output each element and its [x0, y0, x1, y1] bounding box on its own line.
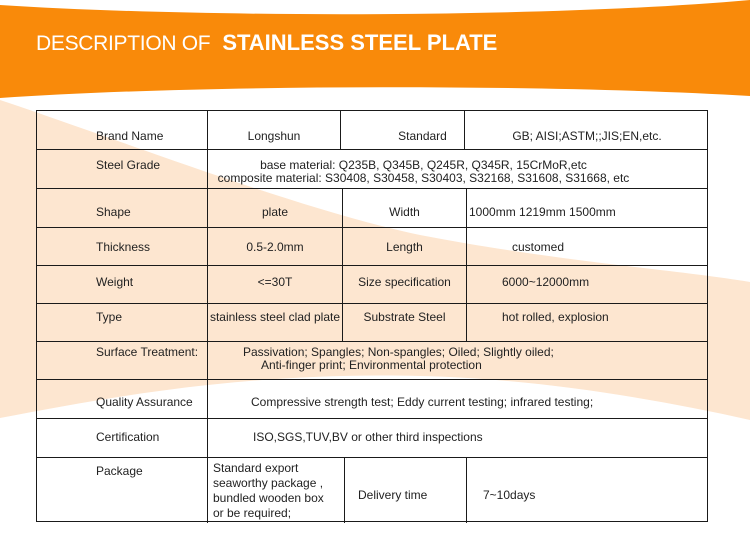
row-label: Thickness [96, 240, 151, 254]
table-row-package [37, 457, 707, 523]
label-cell [37, 342, 207, 379]
title-product: STAINLESS STEEL PLATE [222, 30, 498, 55]
label-cell [37, 419, 207, 457]
row-value: stainless steel clad plate [209, 310, 341, 324]
row-label: Package [96, 464, 143, 478]
package-line: Standard export [213, 461, 299, 475]
row-label: Steel Grade [96, 158, 161, 172]
table-row-weight [37, 265, 707, 303]
value2-cell [464, 111, 709, 149]
row-label: Certification [96, 430, 160, 444]
row-value2: 1000mm 1219mm 1500mm [469, 205, 616, 219]
row-value-line2: composite material: S30408, S30458, S30403, S32168, S31608, S31668, etc [217, 171, 630, 185]
row-label: Weight [96, 275, 134, 289]
spec-table [36, 110, 708, 522]
value-cell [207, 380, 709, 418]
value-cell [207, 266, 342, 303]
title-prefix: DESCRIPTION OF [36, 32, 211, 55]
row-value: ISO,SGS,TUV,BV or other third inspections [253, 430, 483, 444]
page-title [36, 30, 497, 60]
label2-cell [342, 189, 466, 227]
row-label: Type [96, 310, 123, 324]
label2-cell [344, 458, 466, 523]
label-cell [37, 228, 207, 265]
value-cell [207, 419, 709, 457]
table-row-type [37, 303, 707, 341]
row-value2: customed [512, 240, 565, 254]
label2-cell [342, 228, 466, 265]
row-value: <=30T [257, 275, 293, 289]
table-row-certification [37, 418, 707, 457]
value-cell [207, 458, 344, 523]
value2-cell [466, 189, 709, 227]
row-value: Longshun [247, 129, 301, 143]
row-label: Surface Treatment: [96, 345, 199, 359]
row-label2: Delivery time [358, 488, 428, 502]
row-value: plate [261, 205, 289, 219]
table-row-brand-name [37, 111, 707, 149]
row-value: 0.5-2.0mm [246, 240, 304, 254]
row-label2: Substrate Steel [363, 310, 446, 324]
row-value2: GB; AISI;ASTM;;JIS;EN,etc. [512, 129, 662, 143]
table-row-quality-assurance [37, 379, 707, 418]
package-line: bundled wooden box [213, 491, 324, 505]
row-value-line1: Passivation; Spangles; Non-spangles; Oiled; Slightly oiled; [243, 345, 554, 359]
row-label2: Length [386, 240, 423, 254]
value-cell [207, 189, 342, 227]
row-label2: Size specification [358, 275, 451, 289]
value-cell [207, 228, 342, 265]
value-cell [207, 111, 340, 149]
label-cell [37, 380, 207, 418]
table-row-shape [37, 188, 707, 227]
label2-cell [342, 304, 466, 341]
value2-cell [466, 304, 709, 341]
row-label: Quality Assurance [96, 395, 193, 409]
table-row-surface-treatment [37, 341, 707, 379]
package-line: seaworthy package , [213, 476, 324, 490]
row-label: Brand Name [96, 129, 164, 143]
value2-cell [466, 266, 709, 303]
value-cell [207, 342, 709, 379]
table-row-steel-grade [37, 149, 707, 188]
label-cell [37, 111, 207, 149]
label-cell [37, 189, 207, 227]
value-cell [207, 304, 342, 341]
row-label2: Standard [398, 129, 447, 143]
table-row-thickness [37, 227, 707, 265]
label-cell [37, 458, 207, 523]
row-label: Shape [96, 205, 131, 219]
row-value2: hot rolled, explosion [502, 310, 609, 324]
row-value2: 7~10days [483, 488, 536, 502]
value2-cell [466, 458, 709, 523]
label-cell [37, 266, 207, 303]
row-value2: 6000~12000mm [502, 275, 590, 289]
label-cell [37, 304, 207, 341]
value2-cell [466, 228, 709, 265]
label-cell [37, 150, 207, 188]
label2-cell [342, 266, 466, 303]
package-line: or be required; [213, 506, 292, 520]
row-value: Compressive strength test; Eddy current testing; infrared testing; [251, 395, 594, 409]
row-value-line2: Anti-finger print; Environmental protection [261, 358, 482, 372]
value-cell [207, 150, 709, 188]
row-label2: Width [389, 205, 420, 219]
label2-cell [340, 111, 464, 149]
row-value-line1: base material: Q235B, Q345B, Q245R, Q345R, 15CrMoR,etc [260, 158, 587, 172]
